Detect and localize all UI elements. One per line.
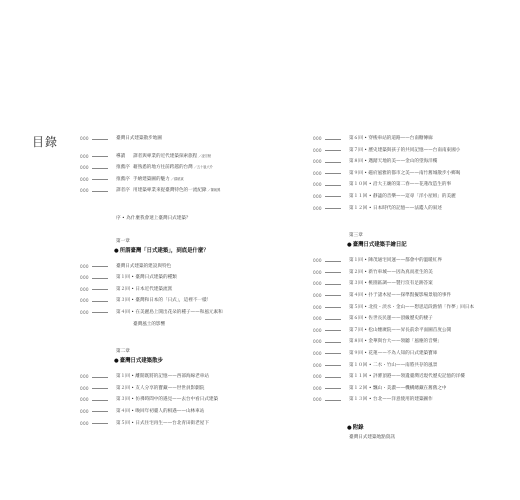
leader-line <box>325 150 341 151</box>
entry-title: 第１０回 • 二水・竹山——南將共存的風景 <box>349 362 438 368</box>
entry-title: 第８回 • 邁踏天地的美——金山的望海洋樓 <box>349 159 438 165</box>
entry-title: 第３回 • 臺灣和日本的「日式」，這裡不一樣！ <box>116 298 212 304</box>
page-number: 000 <box>313 205 322 211</box>
leader-line <box>92 179 108 180</box>
page-number: 000 <box>313 350 322 356</box>
toc-entry[interactable] <box>313 326 513 335</box>
leader-line <box>92 266 108 267</box>
toc-entry[interactable] <box>313 349 513 358</box>
toc-entry[interactable] <box>313 146 513 155</box>
entry-title: 第３回 • 桃園區調——製行沒有足跡答案 <box>349 281 433 287</box>
chapter-heading <box>347 240 513 250</box>
leader-line <box>325 353 341 354</box>
leader-line <box>92 400 108 401</box>
page-number: 000 <box>313 397 322 403</box>
leader-line <box>325 261 341 262</box>
toc-entry[interactable] <box>313 169 513 178</box>
entry-title: 第６回 • 佐世長民運——頂級歷史的棲子 <box>349 316 433 322</box>
toc-entry[interactable] <box>80 372 280 381</box>
entry-title: 第５回 • 日式住宅再生——台北青田街老屋下 <box>116 420 209 426</box>
entry-title: 第４回 • 在美麗島上開出花朵的種子——和風元素和 <box>116 309 223 315</box>
entry-title: 第６回 • 穿梭車站的道路——台南糖傳廊 <box>349 136 433 141</box>
entry-title: 藉熟悉的地方往前跨越的台灣 <box>133 165 193 171</box>
bullet-icon: ● <box>347 242 352 249</box>
toc-entry[interactable] <box>313 384 513 393</box>
page-number: 000 <box>313 159 322 165</box>
entry-title: 第１２回 • 飄山・美濃——機構總藏在舊舊之中 <box>349 385 447 391</box>
toc-entry-essay[interactable] <box>80 152 280 161</box>
entry-title-wrap <box>133 186 220 195</box>
page-number: 000 <box>313 269 322 275</box>
page-number: 000 <box>80 309 89 315</box>
toc-entry[interactable] <box>313 204 513 213</box>
page-title: 目錄 <box>32 135 59 149</box>
entry-author: ／五十嵐大介 <box>193 165 213 170</box>
toc-entry[interactable] <box>80 296 280 305</box>
leader-line <box>92 423 108 424</box>
toc-entry[interactable] <box>80 273 280 282</box>
leader-line <box>325 173 341 174</box>
page-number: 000 <box>80 275 89 281</box>
entry-title: 用建築專業來捉臺灣特色的一流紀錄 <box>133 188 207 194</box>
toc-entry[interactable] <box>313 314 513 323</box>
entry-title: 第１０回 • 沿大王廟的第二春——花蓮改造生的事 <box>349 182 452 188</box>
page-number: 000 <box>313 304 322 310</box>
leader-line <box>92 301 108 302</box>
leader-line <box>325 319 341 320</box>
leader-line <box>325 388 341 389</box>
entry-title: 臺灣日式建築的建設與特色 <box>116 263 172 269</box>
page-number: 000 <box>80 176 89 182</box>
entry-title: 臺灣日式建築地點資訊 <box>349 434 395 440</box>
leader-line <box>92 377 108 378</box>
chapter-label: 第二章 <box>116 349 130 355</box>
page-number: 000 <box>313 316 322 322</box>
leader-line <box>92 168 108 169</box>
page-number: 000 <box>313 170 322 176</box>
toc-entry[interactable] <box>80 384 280 393</box>
entry-title: 第１２回 • 日本時代的記憶——法鑑人的叙述 <box>349 205 442 211</box>
entry-title: 第７回 • 歷史建築與孩子的共同記憶——台南南東國小 <box>349 147 461 153</box>
page-number: 000 <box>313 374 322 380</box>
entry-title: 第３回 • 仿彿時間中的遇見——去台中看日式建築 <box>116 397 219 403</box>
page-number: 000 <box>313 281 322 287</box>
entry-author: ／蘇碩斌 <box>170 176 184 181</box>
page-number: 000 <box>80 420 89 426</box>
page-number: 000 <box>80 298 89 304</box>
entry-title-wrap <box>133 163 213 172</box>
leader-line <box>325 272 341 273</box>
appendix-heading <box>347 423 513 433</box>
toc-entry[interactable] <box>80 262 280 271</box>
page-number: 000 <box>313 362 322 368</box>
entry-title: 第１回 • 臺灣日式建築的種類 <box>116 275 177 281</box>
entry-title: 第２回 • 新竹車城——因為真而產生的美 <box>349 269 433 275</box>
page-number: 000 <box>313 147 322 153</box>
toc-entry[interactable] <box>80 285 280 294</box>
entry-prefix: 推薦序 <box>116 165 130 171</box>
entry-title: 第９回 • 磁府風雅的都市之美——南竹舊城散步小鄉喝 <box>349 170 461 176</box>
page-number: 000 <box>80 136 89 141</box>
toc-entry[interactable] <box>313 372 513 381</box>
entry-title: 第１３回 • 台北——洋意使用的建築圖作 <box>349 397 433 403</box>
entry-author: ／陳朝興 <box>207 188 221 193</box>
page-number: 000 <box>80 408 89 414</box>
toc-entry-map[interactable] <box>80 134 280 143</box>
page-number: 000 <box>80 397 89 403</box>
bullet-icon: ● <box>114 247 119 254</box>
leader-line <box>325 208 341 209</box>
leader-line <box>325 162 341 163</box>
appendix-title: 附錄 <box>352 424 364 431</box>
entry-title: 第１回 • 離開既將的記憶——西部海線老車站 <box>116 374 209 380</box>
leader-line <box>92 289 108 290</box>
toc-entry[interactable] <box>313 157 513 166</box>
entry-title: 第８回 • 金華與台大——領聽「風塵的音樂」 <box>349 339 442 345</box>
toc-right-column <box>313 134 513 444</box>
leader-line <box>325 365 341 366</box>
leader-line <box>92 411 108 412</box>
leader-line <box>325 284 341 285</box>
toc-entry[interactable] <box>80 419 280 428</box>
page-number: 000 <box>80 263 89 269</box>
toc-entry[interactable] <box>313 337 513 346</box>
toc-left-column <box>80 134 280 430</box>
bullet-icon: ● <box>114 358 119 365</box>
leader-line <box>325 185 341 186</box>
toc-entry-continued[interactable] <box>80 320 280 329</box>
entry-title: 第５回 • 北投・淡水・金山——想思這段熱情「作夢」回日本 <box>349 304 475 310</box>
entry-title: 譯者與專業的近代建築探索旅程 <box>133 153 198 159</box>
toc-entry[interactable] <box>313 291 513 300</box>
entry-title: 第４回 • 喚回年初臺人的相遇——山林車站 <box>116 408 205 414</box>
bullet-icon: ● <box>347 424 352 431</box>
leader-line <box>92 312 108 313</box>
entry-title: 第２回 • 友人分享的寶藏——世世員影劇院 <box>116 385 205 391</box>
page-number: 000 <box>313 193 322 199</box>
chapter-heading <box>114 356 280 366</box>
page-number: 000 <box>313 258 322 264</box>
page-number: 000 <box>80 165 89 171</box>
toc-entry[interactable] <box>313 395 513 404</box>
entry-title: 臺灣日式建築散步地圖 <box>116 136 162 141</box>
leader-line <box>92 388 108 389</box>
toc-entry[interactable] <box>313 279 513 288</box>
page-number: 000 <box>313 292 322 298</box>
toc-entry[interactable] <box>80 308 280 317</box>
leader-line <box>325 196 341 197</box>
page-number: 000 <box>313 136 322 141</box>
entry-author: ／凌宗魁 <box>198 153 212 158</box>
entry-title: 第９回 • 花蓮——不為人知的日式建築寶庫 <box>349 350 438 356</box>
entry-prefix: 譯者序 <box>116 188 130 194</box>
entry-title: 第１回 • 陳茂通宅同運——都會中的溫暖紅界 <box>349 258 442 264</box>
entry-prefix: 推薦序 <box>116 176 130 182</box>
leader-line <box>325 377 341 378</box>
leader-line <box>325 400 341 401</box>
entry-title-wrap <box>133 152 211 161</box>
toc-entry[interactable] <box>313 303 513 312</box>
preface-title: 序 • 為什麼我會迷上臺灣日式建築？ <box>116 215 191 221</box>
chapter-heading <box>114 246 280 256</box>
toc-entry-preface[interactable] <box>80 214 280 223</box>
entry-title: 臺灣風土的影響 <box>133 321 166 327</box>
chapter-title: 所謂臺灣「日式建築」，到底是什麼？ <box>119 247 209 254</box>
toc-entry[interactable] <box>313 180 513 189</box>
leader-line <box>325 330 341 331</box>
entry-title: 第４回 • 扑于諸木屋——探準賢擬影場景般的事件 <box>349 292 452 298</box>
toc-entry[interactable] <box>80 407 280 416</box>
toc-entry[interactable] <box>80 395 280 404</box>
leader-line <box>92 156 108 157</box>
chapter-label: 第三章 <box>349 233 363 239</box>
entry-prefix: 導讀 <box>116 153 126 159</box>
leader-line <box>92 191 108 192</box>
chapter-label: 第一章 <box>116 238 130 244</box>
leader-line <box>92 278 108 279</box>
entry-title: 第１１回 • 評審頂港——領遺臺灣近現代歷史記憶的洋樓 <box>349 374 465 380</box>
toc-entry[interactable] <box>313 361 513 370</box>
chapter-title: 臺灣日式建築手繪日記 <box>352 242 407 249</box>
entry-title: 第２回 • 日本近代建築流派 <box>116 286 173 292</box>
leader-line <box>325 307 341 308</box>
leader-line <box>325 295 341 296</box>
page-number: 000 <box>80 286 89 292</box>
page-number: 000 <box>313 339 322 345</box>
toc-entry-essay[interactable] <box>80 186 280 195</box>
entry-title: 第１１回 • 靜謐的音樂——這尋「洋小屋組」的美麗 <box>349 193 456 199</box>
page-number: 000 <box>313 385 322 391</box>
toc-entry[interactable] <box>313 268 513 277</box>
toc-entry-essay[interactable] <box>80 175 280 184</box>
toc-entry-appendix[interactable] <box>313 433 513 442</box>
page-number: 000 <box>80 188 89 194</box>
chapter-title: 臺灣日式建築散步 <box>119 358 163 365</box>
leader-line <box>325 139 341 140</box>
entry-title: 第７回 • 松山煙廣院——昇長前余平面圖首度公開 <box>349 327 452 333</box>
entry-title: 手繪建築圖的魅力 <box>133 176 170 182</box>
page-number: 000 <box>313 182 322 188</box>
page-number: 000 <box>80 153 89 159</box>
toc-entry[interactable] <box>313 192 513 201</box>
page-number: 000 <box>80 385 89 391</box>
entry-title-wrap <box>133 175 184 184</box>
toc-entry[interactable] <box>313 256 513 265</box>
leader-line <box>92 139 108 140</box>
page-number: 000 <box>80 374 89 380</box>
page-number: 000 <box>313 327 322 333</box>
toc-entry-essay[interactable] <box>80 163 280 172</box>
leader-line <box>325 342 341 343</box>
toc-entry[interactable] <box>313 134 513 143</box>
